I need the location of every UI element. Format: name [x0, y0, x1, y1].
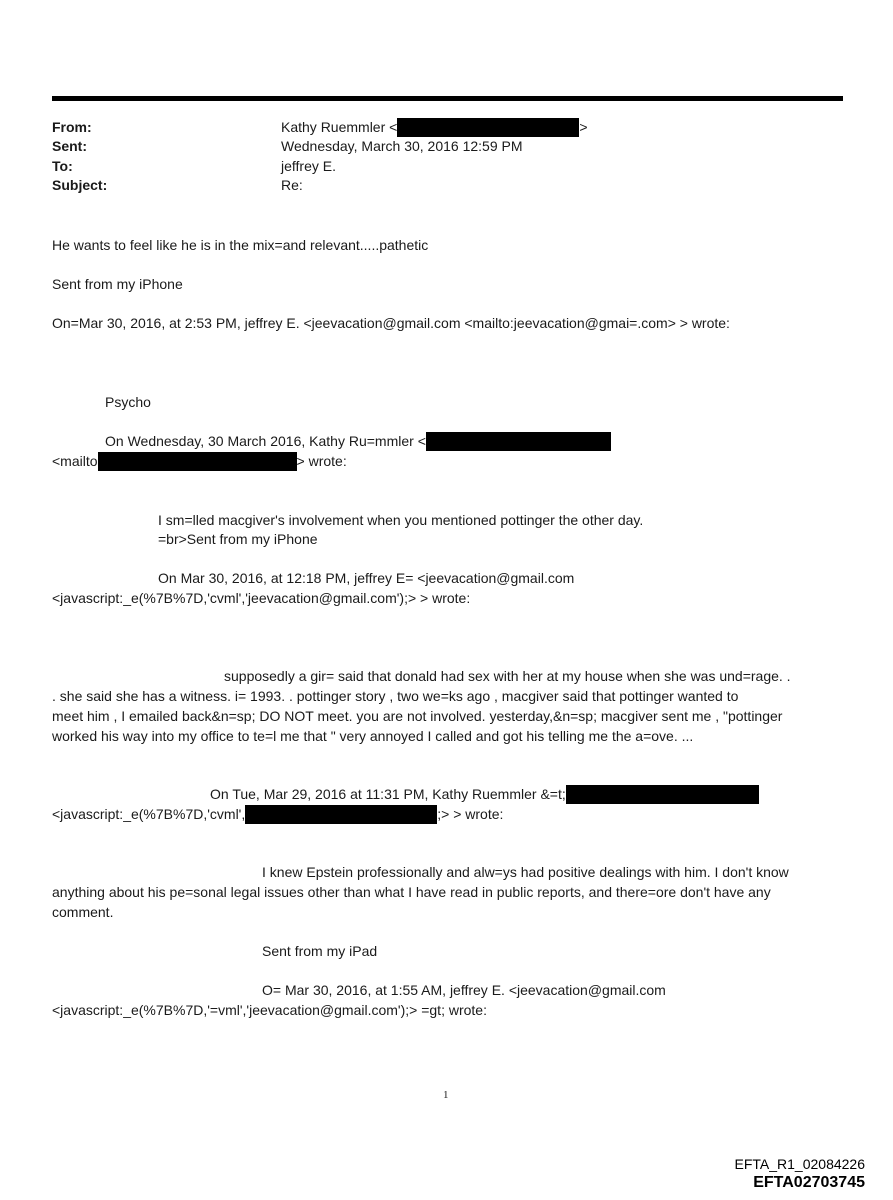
body-line: =br>Sent from my iPhone — [158, 531, 318, 547]
on-wed-text: On Wednesday, 30 March 2016, Kathy Ru=mmler < — [105, 433, 426, 449]
subject-value: Re: — [281, 177, 303, 193]
sent-value: Wednesday, March 30, 2016 12:59 PM — [281, 138, 523, 154]
body-line: <javascript:_e(%7B%7D,'=vml','jeevacation@gmail.com');> =gt; wrote: — [52, 1002, 487, 1018]
from-name: Kathy Ruemmler < — [281, 119, 398, 135]
from-field — [281, 118, 588, 137]
redaction-block — [245, 805, 437, 824]
body-line: Psycho — [105, 394, 151, 410]
on-tue-text: On Tue, Mar 29, 2016 at 11:31 PM, Kathy Ruemmler &=t; — [210, 786, 566, 802]
redaction-block — [426, 432, 611, 451]
body-line: I sm=lled macgiver's involvement when you mentioned pottinger the other day. — [158, 512, 644, 528]
redaction-block — [98, 452, 297, 471]
body-line: O= Mar 30, 2016, at 1:55 AM, jeffrey E. <jeevacation@gmail.com — [262, 982, 666, 998]
body-line — [52, 452, 347, 471]
sent-label: Sent: — [52, 138, 87, 154]
body-line: On=Mar 30, 2016, at 2:53 PM, jeffrey E. <jeevacation@gmail.com <mailto:jeevacation@gmai=.com> > wrote: — [52, 315, 730, 331]
body-line: He wants to feel like he is in the mix=and relevant.....pathetic — [52, 237, 429, 253]
body-line: . she said she has a witness. i= 1993. . pottinger story , two we=ks ago , macgiver said that pottinger wanted to — [52, 688, 739, 704]
mailto-start: <mailto — [52, 453, 98, 469]
js2-end: ;> > wrote: — [437, 806, 504, 822]
body-line: Sent from my iPhone — [52, 276, 183, 292]
body-line — [52, 805, 503, 824]
body-line: I knew Epstein professionally and alw=ys had positive dealings with him. I don't know — [262, 864, 789, 880]
to-label: To: — [52, 158, 73, 174]
body-line: anything about his pe=sonal legal issues other than what I have read in public reports, and there=ore don't have any — [52, 884, 771, 900]
bates-number-1: EFTA_R1_02084226 — [734, 1156, 865, 1172]
bates-number-2: EFTA02703745 — [753, 1174, 865, 1191]
body-line: Sent from my iPad — [262, 943, 378, 959]
body-line: meet him , I emailed back&n=sp; DO NOT meet. you are not involved. yesterday,&n=sp; macgiver sent me , "pottinger — [52, 708, 783, 724]
js2-start: <javascript:_e(%7B%7D,'cvml', — [52, 806, 246, 822]
from-end: > — [579, 119, 588, 135]
body-line: <javascript:_e(%7B%7D,'cvml','jeevacation@gmail.com');> > wrote: — [52, 590, 471, 606]
body-line: comment. — [52, 904, 114, 920]
mailto-end: > wrote: — [296, 453, 347, 469]
body-line: supposedly a gir= said that donald had sex with her at my house when she was und=rage. . — [224, 668, 791, 684]
to-value: jeffrey E. — [281, 158, 336, 174]
header-rule — [52, 96, 843, 101]
from-label: From: — [52, 119, 92, 135]
body-line: On Mar 30, 2016, at 12:18 PM, jeffrey E= <jeevacation@gmail.com — [158, 570, 575, 586]
page-number: 1 — [443, 1089, 449, 1101]
body-line — [105, 432, 611, 451]
subject-label: Subject: — [52, 177, 108, 193]
body-line — [210, 785, 759, 804]
body-line: worked his way into my office to te=l me that " very annoyed I called and got his telling me the a=ove. ... — [52, 728, 694, 744]
redaction-block — [397, 118, 579, 137]
redaction-block — [566, 785, 759, 804]
